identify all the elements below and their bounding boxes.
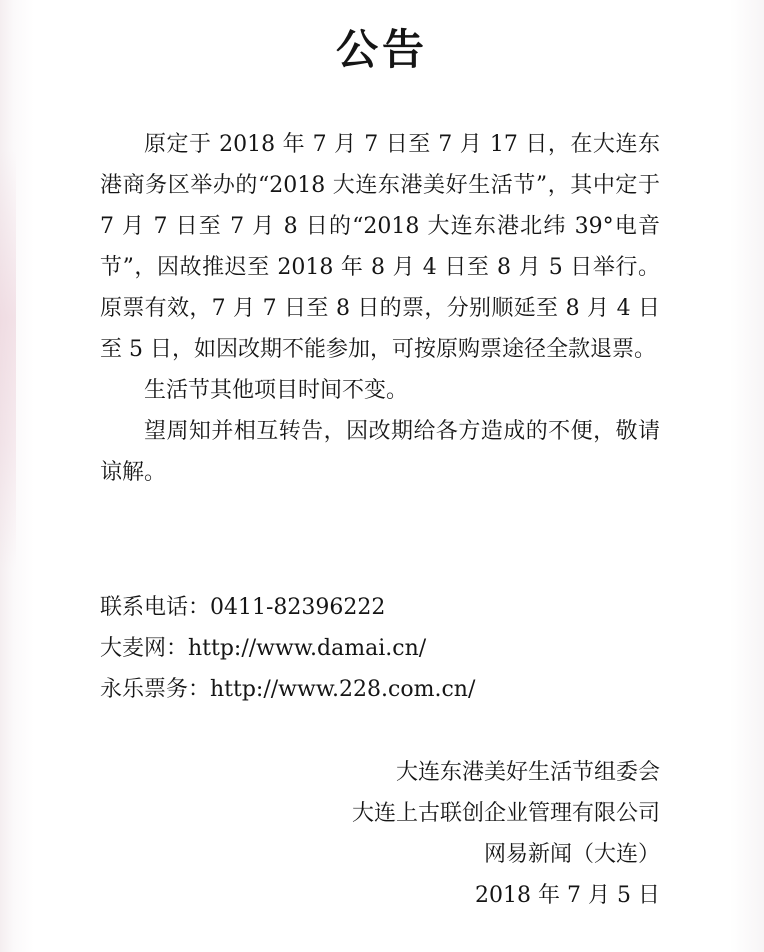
signature-org-committee: 大连东港美好生活节组委会 [395, 760, 660, 785]
signature-date: 2018 年 7 月 5 日 [475, 883, 660, 908]
contact-phone: 联系电话：0411-82396222 [100, 595, 386, 620]
paragraph-other-events: 生活节其他项目时间不变。 [144, 378, 409, 403]
signature-source: 网易新闻（大连） [483, 842, 660, 867]
paragraph-apology: 望周知并相互转告，因改期给各方造成的不便，敬请谅解。 [100, 419, 660, 485]
signature-block [352, 752, 660, 916]
contact-info [100, 587, 660, 710]
contact-yongle-link: 永乐票务：http://www.228.com.cn/ [100, 677, 476, 702]
notice-body [100, 124, 660, 493]
contact-damai-link: 大麦网：http://www.damai.cn/ [100, 636, 427, 661]
paragraph-postponement: 原定于 2018 年 7 月 7 日至 7 月 17 日，在大连东港商务区举办的“2018 大连东港美好生活节”，其中定于 7 月 7 日至 7 月 8 日的“2018 大连东港北纬 39°电音节”，因故推迟至 2018 年 8 月 4 日至 8 月 5 日举行。原票有效，7 月 7 日至 8 日的票，分别顺延至 8 月 4 日至 5 日，如因改期不能参加，可按原购票途径全款退票。 [100, 132, 660, 362]
paper-edge-tint [0, 150, 16, 570]
signature-org-company: 大连上古联创企业管理有限公司 [351, 801, 660, 826]
notice-title: 公告 [335, 25, 428, 74]
